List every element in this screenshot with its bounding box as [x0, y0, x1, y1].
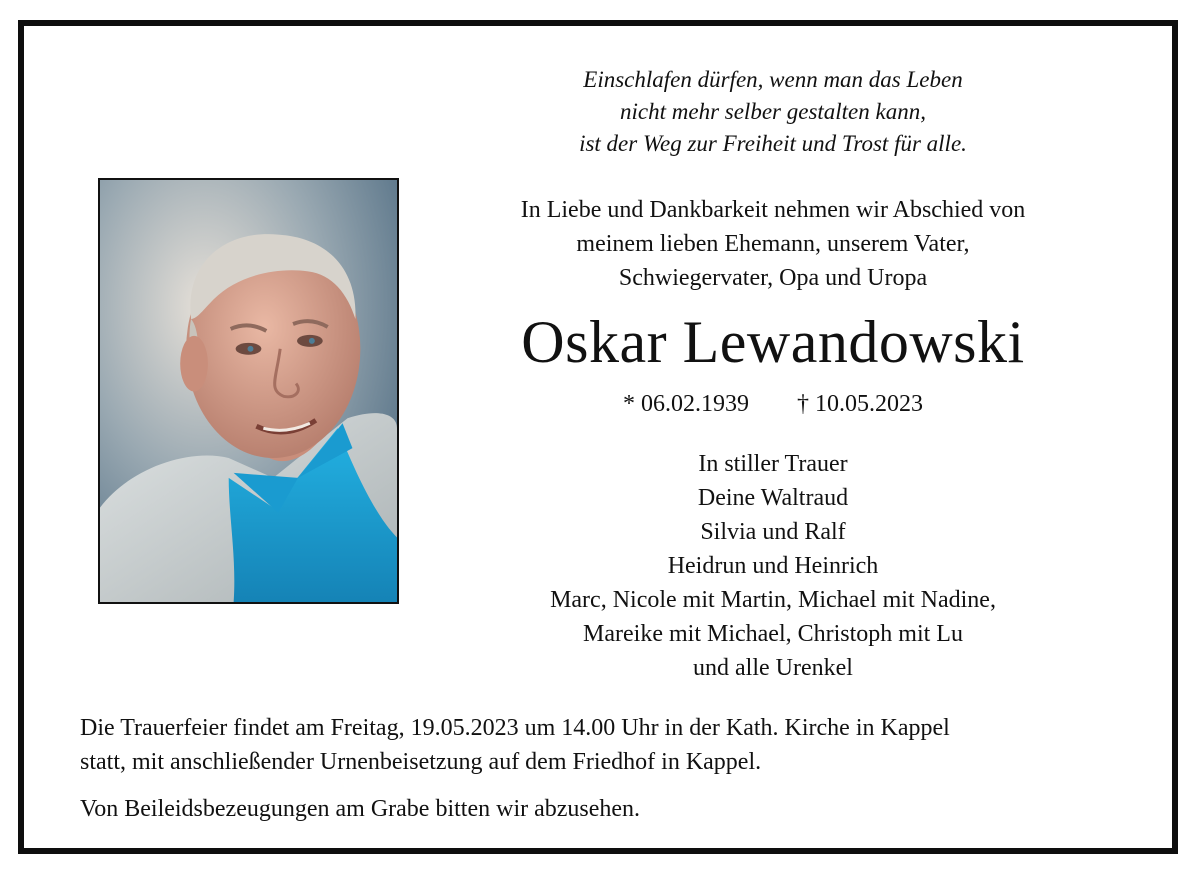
deceased-name: Oskar Lewandowski: [521, 309, 1025, 375]
quote-verse: [423, 64, 1123, 160]
mourner-line: Marc, Nicole mit Martin, Michael mit Nadine,: [550, 587, 996, 613]
mourners-list: [423, 447, 1123, 685]
intro-line: Schwiegervater, Opa und Uropa: [618, 265, 928, 291]
quote-line: nicht mehr selber gestalten kann,: [620, 99, 926, 124]
farewell-intro: [423, 193, 1123, 295]
mourner-line: und alle Urenkel: [693, 655, 853, 681]
death-date: † 10.05.2023: [797, 391, 923, 417]
condolence-note: Von Beileidsbezeugungen am Grabe bitten wir abzusehen.: [80, 796, 641, 822]
birth-date: * 06.02.1939: [623, 391, 749, 417]
service-line: statt, mit anschließender Urnenbeisetzung auf dem Friedhof in Kappel.: [80, 749, 762, 775]
intro-line: meinem lieben Ehemann, unserem Vater,: [576, 231, 970, 257]
quote-line: Einschlafen dürfen, wenn man das Leben: [583, 67, 963, 92]
mourner-line: In stiller Trauer: [698, 451, 848, 477]
portrait-image: [100, 180, 397, 602]
mourner-line: Deine Waltraud: [697, 485, 849, 511]
service-line: Die Trauerfeier findet am Freitag, 19.05.2023 um 14.00 Uhr in der Kath. Kirche in Kappel: [80, 715, 950, 741]
life-dates: [423, 387, 1123, 421]
portrait-photo: [98, 178, 399, 604]
intro-line: In Liebe und Dankbarkeit nehmen wir Abschied von: [520, 197, 1026, 223]
quote-line: ist der Weg zur Freiheit und Trost für alle.: [579, 131, 967, 156]
funeral-service-info: [80, 711, 1160, 779]
mourner-line: Mareike mit Michael, Christoph mit Lu: [583, 621, 963, 647]
mourner-line: Heidrun und Heinrich: [667, 553, 879, 579]
mourner-line: Silvia und Ralf: [700, 519, 846, 545]
